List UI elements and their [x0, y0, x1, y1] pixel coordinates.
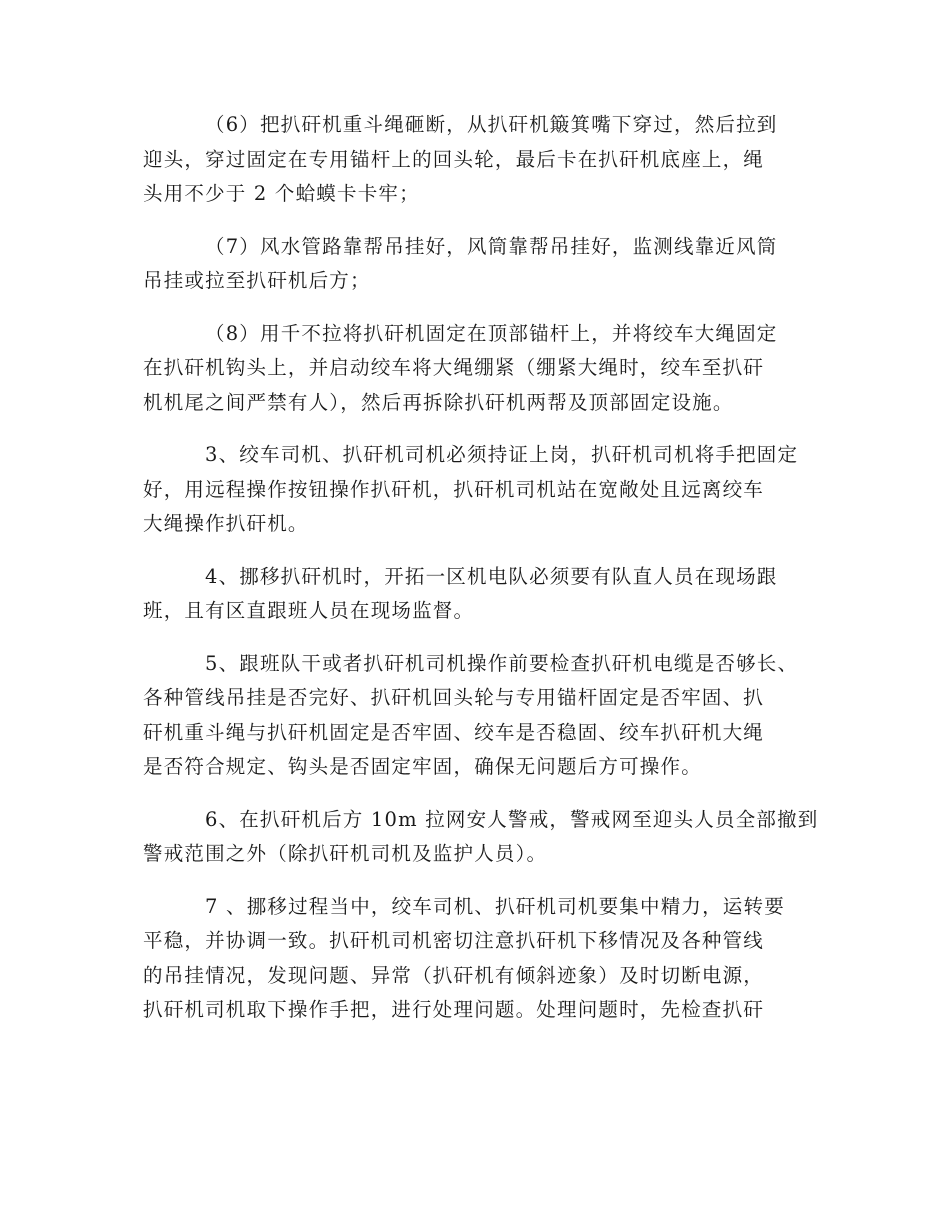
text-line: 各种管线吊挂是否完好、扒矸机回头轮与专用锚杆固定是否牢固、扒: [143, 686, 765, 709]
paragraph-item-7: [143, 890, 808, 1028]
text-line: （6）把扒矸机重斗绳砸断，从扒矸机簸箕嘴下穿过，然后拉到: [205, 113, 778, 136]
text-line: 头用不少于 2 个蛤蟆卡卡牢；: [143, 182, 420, 205]
document-body: [143, 108, 819, 1046]
text-line: 是否符合规定、钩头是否固定牢固，确保无问题后方可操作。: [143, 755, 702, 778]
text-line: 在扒矸机钩头上，并启动绞车将大绳绷紧（绷紧大绳时，绞车至扒矸: [143, 356, 765, 379]
paragraph-step-7: [143, 230, 808, 299]
paragraph-step-8: [143, 317, 808, 421]
text-line: 好，用远程操作按钮操作扒矸机，扒矸机司机站在宽敞处且远离绞车: [143, 477, 765, 501]
text-line: 7 、挪移过程当中，绞车司机、扒矸机司机要集中精力，运转要: [205, 894, 785, 918]
paragraph-step-6: [143, 108, 808, 212]
paragraph-item-5: [143, 647, 808, 785]
paragraph-item-6: [143, 803, 819, 872]
paragraph-item-4: [143, 560, 808, 629]
text-line: （7）风水管路靠帮吊挂好，风筒靠帮吊挂好，监测线靠近风筒: [205, 234, 778, 258]
text-line: 大绳操作扒矸机。: [143, 512, 309, 535]
text-line: 3、绞车司机、扒矸机司机必须持证上岗，扒矸机司机将手把固定: [205, 443, 799, 466]
text-line: 机机尾之间严禁有人），然后再拆除扒矸机两帮及顶部固定设施。: [143, 390, 734, 414]
text-line: （8）用千不拉将扒矸机固定在顶部锚杆上，并将绞车大绳固定: [205, 321, 778, 345]
text-line: 班，且有区直跟班人员在现场监督。: [143, 599, 475, 622]
text-line: 吊挂或拉至扒矸机后方；: [143, 269, 371, 292]
text-line: 矸机重斗绳与扒矸机固定是否牢固、绞车是否稳固、绞车扒矸机大绳: [143, 720, 765, 744]
text-line: 4、挪移扒矸机时，开拓一区机电队必须要有队直人员在现场跟: [205, 564, 778, 588]
text-line: 5、跟班队干或者扒矸机司机操作前要检查扒矸机电缆是否够长、: [205, 651, 799, 675]
text-line: 扒矸机司机取下操作手把，进行处理问题。处理问题时，先检查扒矸: [143, 998, 765, 1021]
text-line: 迎头，穿过固定在专用锚杆上的回头轮，最后卡在扒矸机底座上，绳: [143, 147, 765, 171]
text-line: 警戒范围之外（除扒矸机司机及监护人员）。: [143, 842, 548, 865]
text-line: 平稳，并协调一致。扒矸机司机密切注意扒矸机下移情况及各种管线: [143, 929, 765, 952]
paragraph-item-3: [143, 438, 808, 542]
text-line: 6、在扒矸机后方 10m 拉网安人警戒，警戒网至迎头人员全部撤到: [205, 807, 819, 831]
text-line: 的吊挂情况，发现问题、异常（扒矸机有倾斜迹象）及时切断电源，: [143, 963, 765, 987]
